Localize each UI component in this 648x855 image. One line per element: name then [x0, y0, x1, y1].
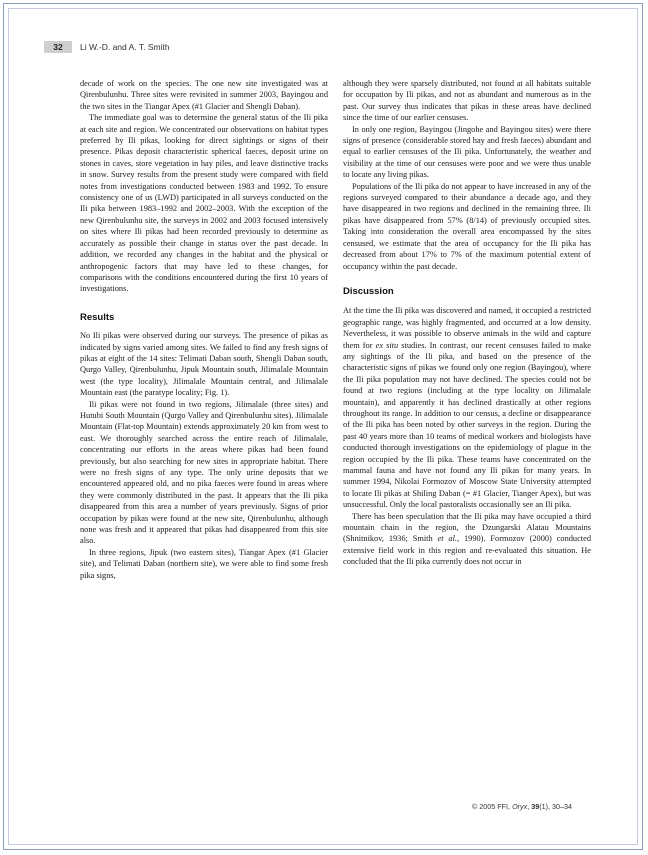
page-number: 32 [44, 41, 72, 53]
text-run: , 1990). Formozov (2000) conducted extensive field work in this region and re-evaluated this situation. He concluded that the Ili pika currently does not occur in [343, 534, 591, 567]
text-run: There has been speculation that the Ili pika may have occupied a third mountain chain in the region, the Dzungarski Alatau Mountains (Shnitnikov, 1936; Smith [343, 511, 591, 544]
paragraph: decade of work on the species. The one new site investigated was at Qirenbulunhu. Three sites were revisited in summer 2003, Bayingou and the two sites in the Tiangar Apex (#1 Glacier and Shengli Daban). [80, 79, 328, 111]
italic-term: et al. [437, 534, 458, 544]
paragraph: although they were sparsely distributed, not found at all habitats suitable for occupation by Ili pikas, and not as abundant and numerous as in the past. Our survey thus indicates that pikas in these areas have declined since the time of our earlier censuses. [343, 79, 591, 123]
footer-issue-pages: (1), 30–34 [539, 802, 572, 811]
paragraph: The immediate goal was to determine the general status of the Ili pika at each site and region. We concentrated our observations on habitat types preferred by Ili pikas, looking for direct sightings or signs of their presence. Pikas deposit characteristic spherical faeces, deposit urine on stones in caves, store vegetation in hay piles, and leave distinctive tracks in snow. Survey results from the present study were compared with field notes from investigations conducted between 1983 and 1992. To ensure consistency one of us (LWD) participated in all surveys conducted on the Ili pika between 1983–1992 and 2002–2003. With the exception of the new Qirenbulunhu site, the surveys in 2002 and 2003 focused intensively on sites where Ili pikas had been recorded previously to determine as accurately as possible their change in status over the past decade. In addition, we recorded any changes in the habitat and the physical or anthropogenic factors that may have led to these changes, for comparisons with the conditions encountered during the first 10 years of investigations. [80, 113, 328, 294]
paragraph: In three regions, Jipuk (two eastern sites), Tiangar Apex (#1 Glacier site), and Telimati Daban (northern site), we were able to find some fresh pika signs, [80, 547, 328, 580]
page-footer: © 2005 FFI, Oryx, 39(1), 30–34 [472, 802, 572, 811]
section-heading-discussion: Discussion [343, 285, 394, 297]
paragraph: Ili pikas were not found in two regions, Jilimalale (three sites) and Hutubi South Mountain (Qurgo Valley and Qirenbulunhu sites). Jilimalale Mountain (Flat-top Mountain) extends approximately 20 km from west to east. We thoroughly searched across the entire reach of Jilimalale, concentrating our efforts in the areas where pikas had been found previously, but also searching for new sites in appropriate habitat. There were no fresh signs of any type. The only urine deposits that we encountered appeared old, and no pika faeces were found in areas where they were commonly distributed in the past. It appears that the Ili pika disappeared from this area a number of years previously. Signs of prior occupation by pikas were found at the new site, Qirenbulunhu, although none was fresh and it appeared that pikas had disappeared from this site also. [80, 399, 328, 546]
paragraph: No Ili pikas were observed during our surveys. The presence of pikas as indicated by signs varied among sites. We failed to find any fresh signs of pikas at eight of the 14 sites: Telimati Daban south, Shengli Daban south, Qurgo Valley, Qirenbulunhu, Jipuk Mountain south, Jilimalale Mountain west (the type locality), Jilimalale Mountain central, and Jilimalale Mountain east (the paratype locality; Fig. 1). [80, 331, 328, 398]
text-run: At the time the Ili pika was discovered and named, it occupied a restricted geographic range, was highly fragmented, and occurred at a low density. Nevertheless, it was possible to observe animals in the wild and capture them for [343, 306, 591, 350]
running-header [44, 40, 170, 53]
paragraph [343, 511, 591, 568]
footer-journal: Oryx [512, 802, 528, 811]
left-column [80, 78, 328, 581]
paragraph: Populations of the Ili pika do not appear to have increased in any of the regions surveyed compared to their abundance a decade ago, and they have disappeared in two regions and declined in the remaining three. Ili pikas have disappeared from 57% (8/14) of previously occupied sites. Taking into consideration the overall area encompassed by the sites censused, we estimate that the area of occupancy for the Ili pika has decreased from about 17% to 7% of the maximum potential extent of occupancy within the past decade. [343, 181, 591, 271]
paragraph [343, 305, 591, 510]
running-header-authors: Li W.-D. and A. T. Smith [80, 41, 170, 52]
right-column [343, 78, 591, 568]
italic-term: ex situ [375, 340, 399, 350]
text-run: studies. In contrast, our recent censuses failed to make any sightings of the Ili pika, and based on the presence of the characteristic signs of pikas we found only one region (Bayingou), where the Ili pika population may not have declined. The species could not be found at two regions (including at the type locality on Jilimalale mountain), and apparently it has declined drastically at other regions throughout its range. In addition to our census, a decline or disappearance of the Ili pika has been noted by other surveys in the region. During the past 40 years more than 10 teams of medical workers and biologists have conducted thorough investigations on the epidemiology of plague in the region occupied by the Ili pika. These teams have concentrated on the mammal fauna and have not found any Ili pikas for many years. In summer 1994, Nikolai Formozov of Moscow State University attempted to locate Ili pikas at Shiling Daban (= #1 Glacier, Tianger Apex), but was unsuccessful. Only the local pastoralists occasionally see an Ili pika. [343, 340, 591, 510]
section-heading-results: Results [80, 311, 115, 323]
paragraph: In only one region, Bayingou (Jingohe and Bayingou sites) were there signs of presence (considerable stored hay and fresh faeces) abundant and equal to earlier censuses of the Ili pika. Unfortunately, the weather and visibility at the time of our censuses were poor and we were thus unable to locate any living pikas. [343, 124, 591, 180]
footer-copyright: © 2005 FFI, [472, 802, 513, 811]
footer-volume: 39 [531, 802, 540, 811]
